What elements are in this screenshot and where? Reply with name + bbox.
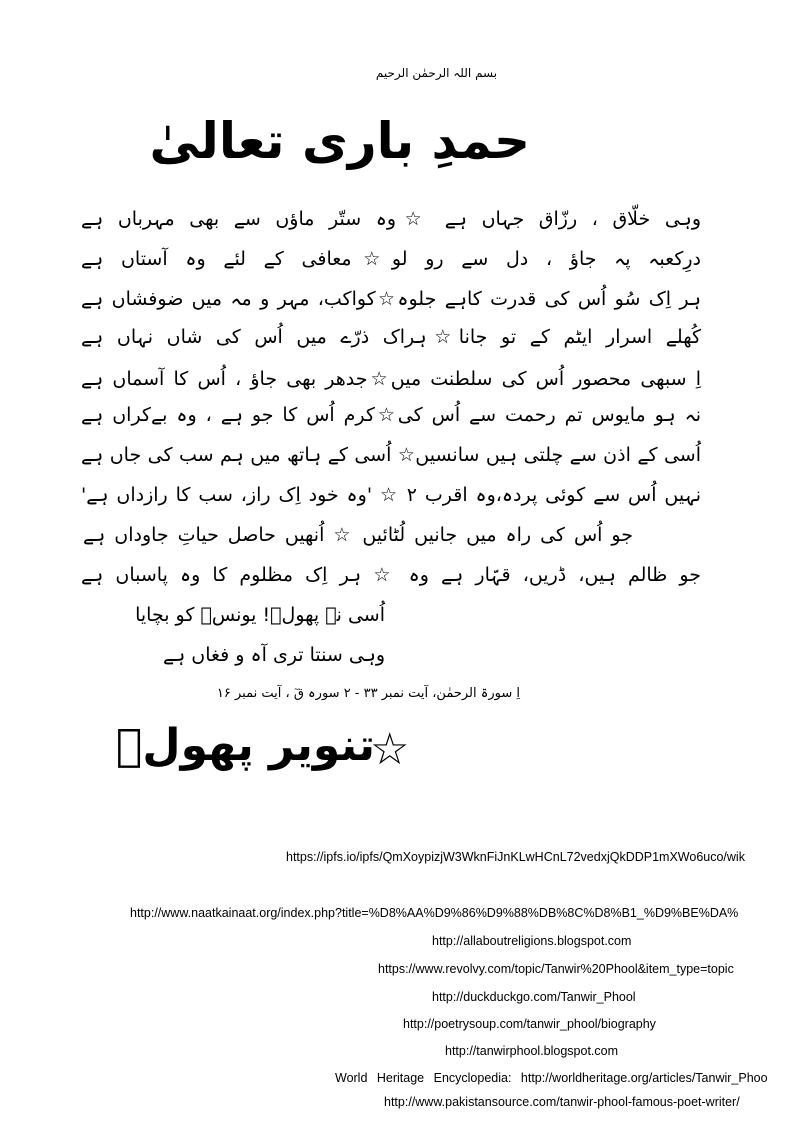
source-link-poetrysoup[interactable]: http://poetrysoup.com/tanwir_phool/biography (403, 1017, 656, 1031)
verse-line-2: درِکعبہ پہ جاؤ ، دل سے رو لو☆معافی کے لئے وہ آستاں ہے (81, 248, 701, 270)
source-link-duckduckgo[interactable]: http://duckduckgo.com/Tanwir_Phool (432, 990, 636, 1004)
verse-line-1: وہی خلّاق ، رزّاق جہاں ہے ☆وہ ستّر ماؤں سے بھی مہرباں ہے (81, 208, 701, 230)
footnote: اِ سورۃ الرحمٰن، آیت نمبر ۳۳ - ۲ سورہ قٓ ، آیت نمبر ۱۶ (216, 686, 520, 701)
verse-line-7: اُسی کے اذن سے چلتی ہیں سانسیں☆ اُسی کے ہاتھ میں ہم سب کی جاں ہے (81, 444, 701, 466)
verse-line-3: ہر اِک سُو اُس کی قدرت کاہے جلوہ☆کواکب، مہر و مہ میں ضوفشاں ہے (81, 288, 701, 310)
source-link-pakistansource[interactable]: http://www.pakistansource.com/tanwir-phool-famous-poet-writer/ (384, 1095, 740, 1109)
closing-line-1: اُسی نے پھولؔ! یونسؑ کو بچایا (135, 604, 385, 626)
star-icon: ☆ (370, 724, 410, 775)
source-link-worldheritage[interactable]: World Heritage Encyclopedia: http://worldheritage.org/articles/Tanwir_Phoo (335, 1071, 768, 1085)
poem-title: حمدِ باری تعالیٰ (149, 112, 530, 170)
poet-signature: تنویر پھولؔ (115, 720, 375, 771)
verse-line-8: نہیں اُس سے کوئی پردہ،وہ اقرب ۲ ☆ 'وہ خود اِک راز، سب کا رازداں ہے' (81, 484, 701, 506)
source-link-allaboutreligions[interactable]: http://allaboutreligions.blogspot.com (432, 934, 632, 948)
closing-line-2: وہی سنتا تری آہ و فغاں ہے (162, 644, 385, 666)
source-link-naatkainaat[interactable]: http://www.naatkainaat.org/index.php?title=%D8%AA%D9%86%D9%88%DB%8C%D8%B1_%D9%BE%DA% (130, 906, 739, 920)
source-link-blogspot[interactable]: http://tanwirphool.blogspot.com (445, 1044, 619, 1058)
verse-line-9: جو اُس کی راہ میں جانیں لُٹائیں ☆ اُنھیں حاصل حیاتِ جاوداں ہے (83, 524, 633, 546)
verse-line-6: نہ ہو مایوس تم رحمت سے اُس کی☆کرم اُس کا جو ہے ، وہ بےکراں ہے (81, 404, 701, 426)
verse-line-10: جو ظالم ہیں، ڈریں، قہّار ہے وہ ☆ ہر اِک مظلوم کا وہ پاسباں ہے (81, 564, 701, 586)
bismillah-heading: بسم اللہ الرحمٰن الرحیم (375, 66, 498, 80)
verse-line-4: کُھلے اسرار ایٹم کے تو جانا☆ہراک ذرّے میں اُس کی شاں نہاں ہے (81, 326, 701, 348)
verse-line-5: اِ سبھی محصور اُس کی سلطنت میں☆جدھر بھی جاؤ ، اُس کا آسماں ہے (81, 368, 701, 390)
source-link-ipfs[interactable]: https://ipfs.io/ipfs/QmXoypizjW3WknFiJnKLwHCnL72vedxjQkDDP1mXWo6uco/wik (286, 850, 745, 864)
source-link-revolvy[interactable]: https://www.revolvy.com/topic/Tanwir%20Phool&item_type=topic (378, 962, 734, 976)
